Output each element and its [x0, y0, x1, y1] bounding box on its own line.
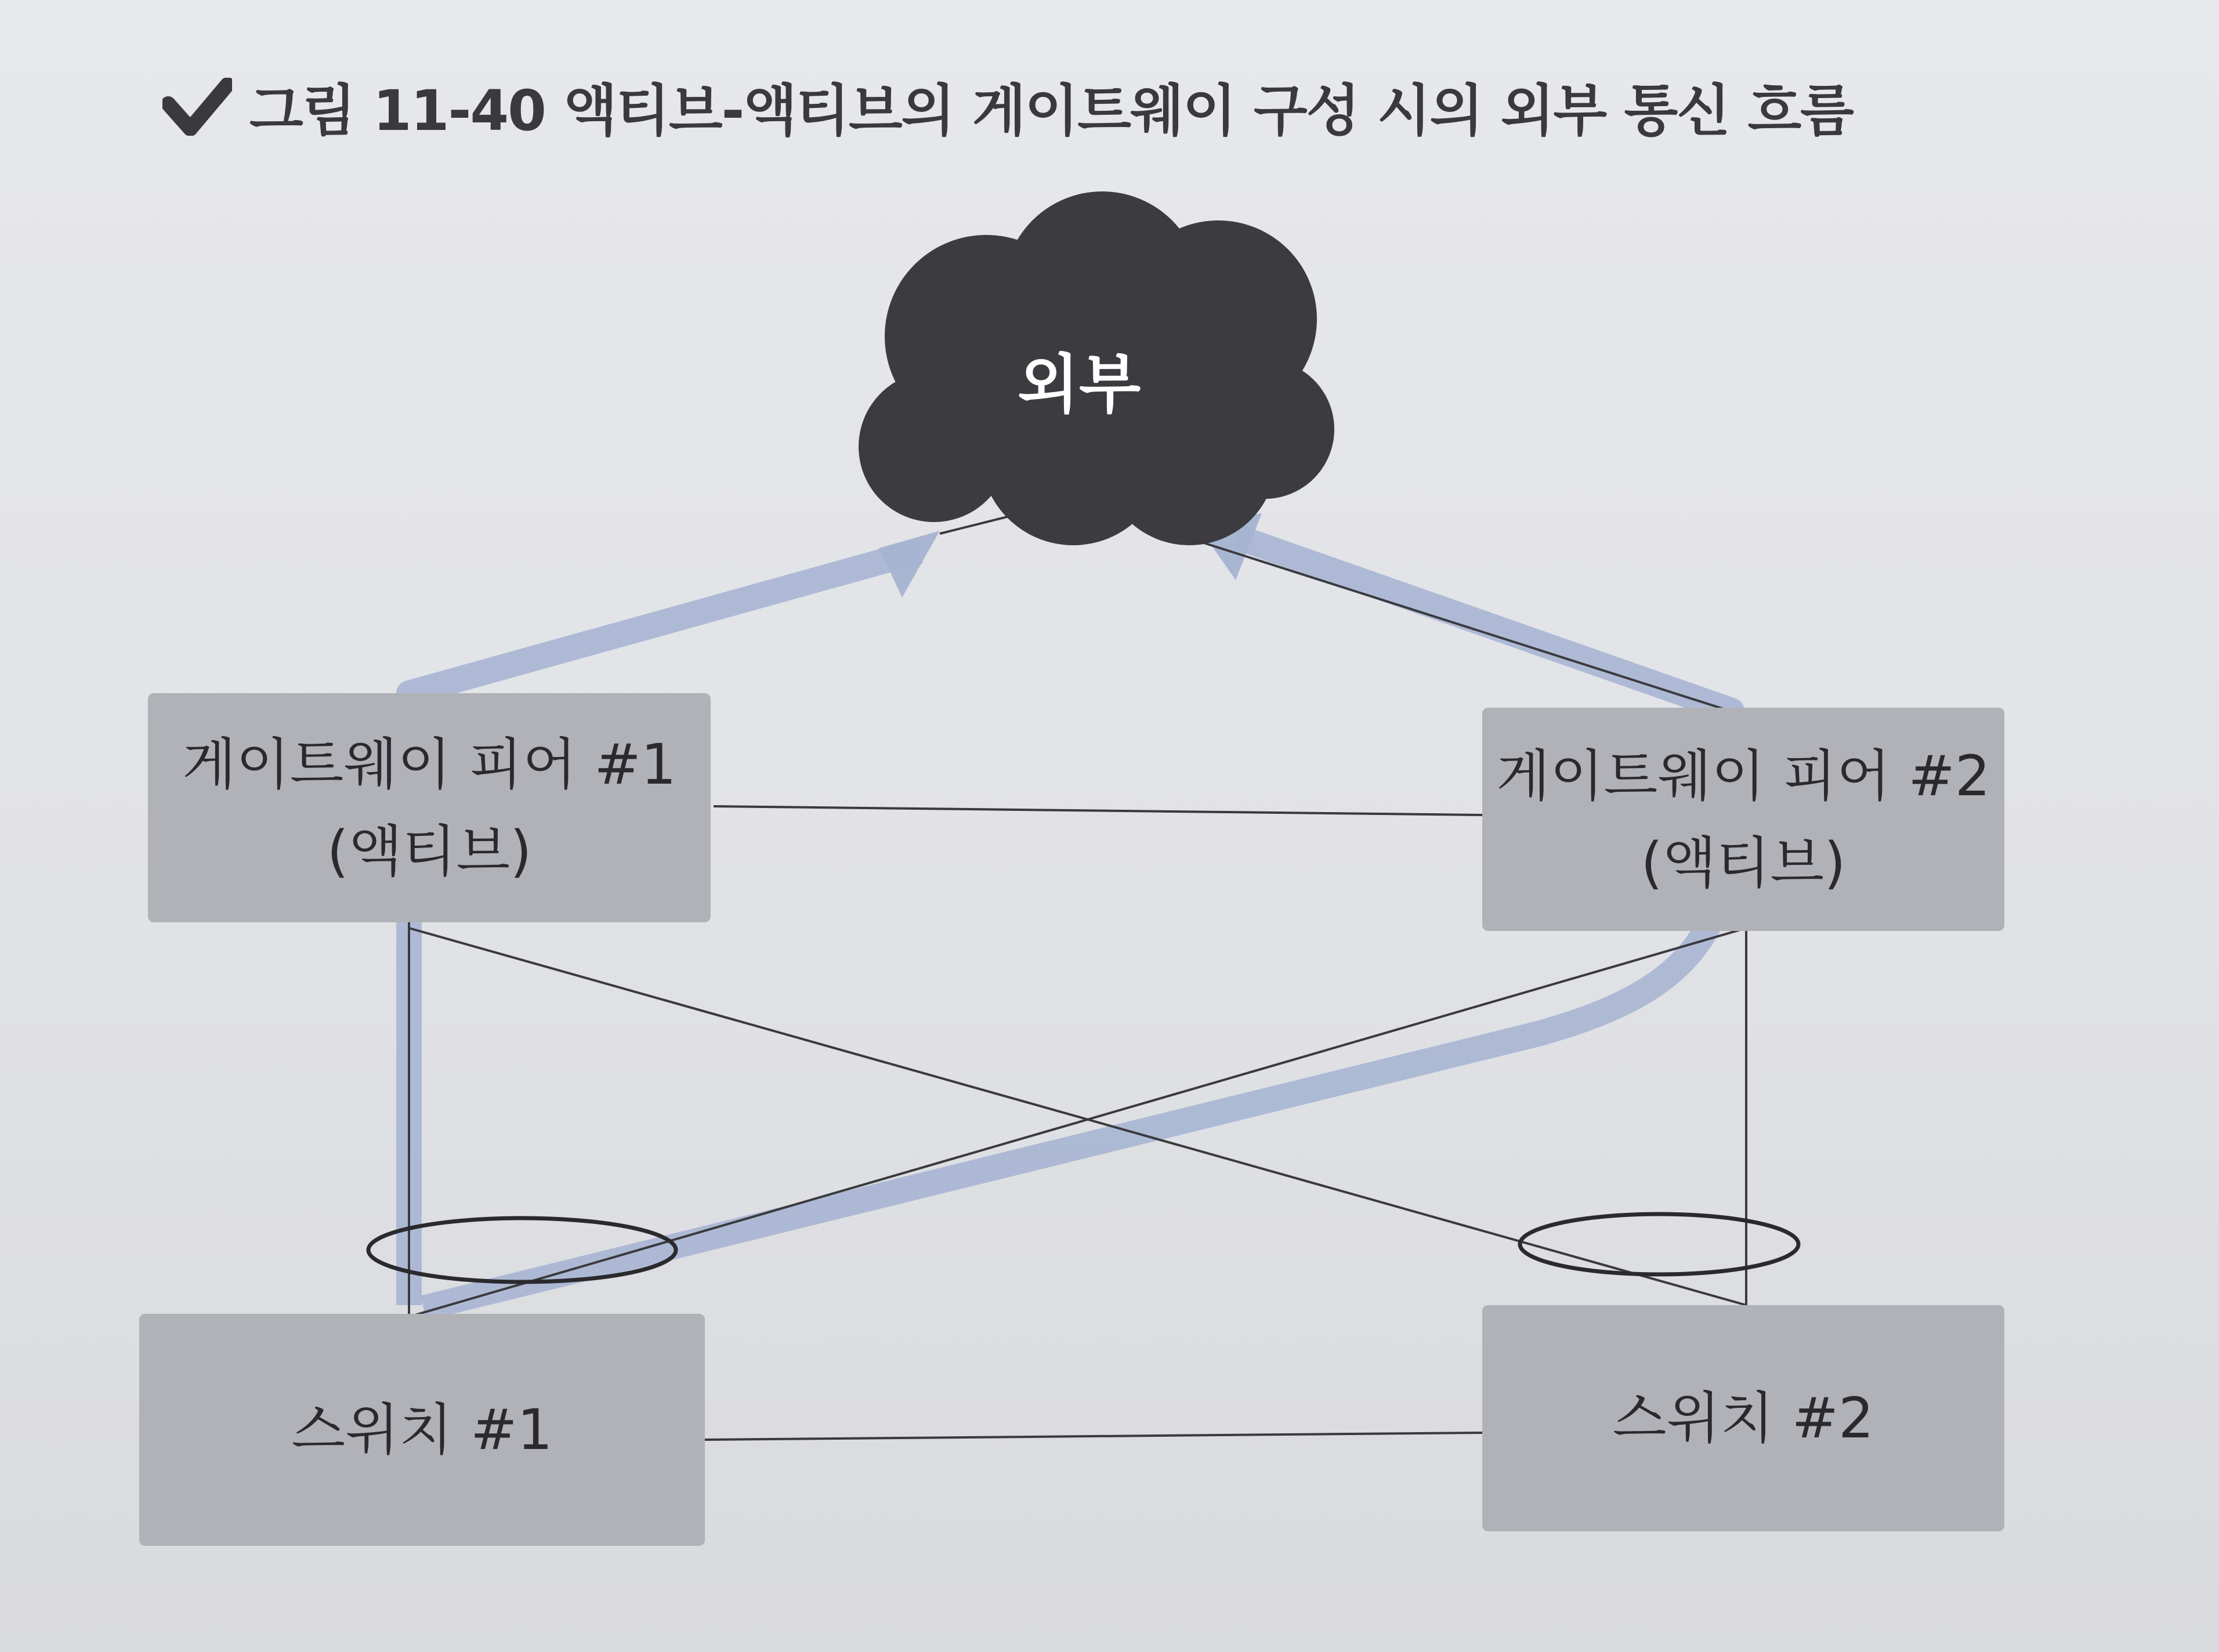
link-gateway1-gateway2 — [714, 806, 1482, 815]
gateway-peer-2 — [1482, 708, 2004, 931]
cloud-label: 외부 — [1017, 347, 1141, 422]
flow-arrowhead-left — [879, 531, 940, 597]
gateway-peer-1-state: (액티브) — [327, 818, 532, 884]
gateway-peer-2-name: 게이트웨이 피어 #2 — [1496, 743, 1990, 809]
link-gateway1-switch2 — [409, 928, 1746, 1305]
gateway-peer-1-name: 게이트웨이 피어 #1 — [182, 731, 676, 797]
gateway-peer-2-state: (액티브) — [1641, 830, 1846, 896]
caption-text: 그림 11-40 액티브-액티브의 게이트웨이 구성 시의 외부 통신 흐름 — [249, 78, 1853, 143]
link-switch1-switch2 — [705, 1433, 1482, 1440]
switch-2-label: 스위치 #2 — [1612, 1386, 1874, 1451]
switch-1-label: 스위치 #1 — [291, 1397, 553, 1462]
switch-1 — [139, 1314, 705, 1546]
link-gateway2-switch1 — [409, 928, 1746, 1317]
switch-2 — [1482, 1305, 2004, 1531]
lag-ellipse-switch2 — [1520, 1214, 1798, 1274]
link-cloud-gateway2 — [1102, 510, 1729, 711]
gateway-peer-1 — [148, 693, 711, 922]
